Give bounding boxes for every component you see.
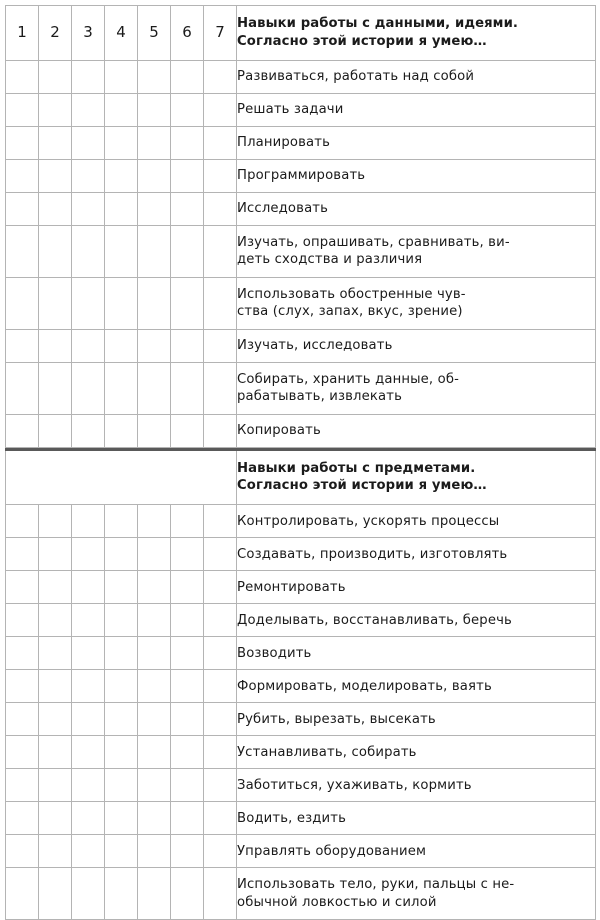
skill-statement-line-1: Устанавливать, собирать (237, 744, 417, 760)
rating-checkbox-cell-3[interactable] (72, 159, 105, 192)
rating-checkbox-cell-2[interactable] (39, 571, 72, 604)
skill-statement (237, 571, 596, 604)
skill-statement (237, 93, 596, 126)
rating-checkbox-cell-7[interactable] (204, 192, 237, 225)
rating-checkbox-cell-3[interactable] (72, 736, 105, 769)
section-2-header-row (6, 449, 596, 505)
rating-checkbox-cell-4[interactable] (105, 604, 138, 637)
rating-checkbox-cell-1[interactable] (6, 802, 39, 835)
skill-statement-line-2: рабатывать, извлекать (237, 389, 402, 405)
section-1-title-line-2: Согласно этой истории я умею… (237, 33, 487, 49)
skill-statement (237, 670, 596, 703)
rating-checkbox-cell-6[interactable] (171, 868, 204, 920)
table-row (6, 703, 596, 736)
rating-checkbox-cell-5[interactable] (138, 670, 171, 703)
table-row (6, 736, 596, 769)
table-row (6, 769, 596, 802)
rating-checkbox-cell-6[interactable] (171, 538, 204, 571)
rating-checkbox-cell-2[interactable] (39, 329, 72, 362)
skills-rating-table (5, 5, 596, 920)
rating-checkbox-cell-5[interactable] (138, 604, 171, 637)
rating-checkbox-cell-4[interactable] (105, 329, 138, 362)
skill-statement (237, 703, 596, 736)
skill-statement-line-1: Формировать, моделировать, ваять (237, 678, 492, 694)
rating-checkbox-cell-4[interactable] (105, 571, 138, 604)
rating-checkbox-cell-4[interactable] (105, 159, 138, 192)
rating-column-header-2[interactable]: 2 (39, 6, 72, 61)
rating-column-header-4[interactable]: 4 (105, 6, 138, 61)
rating-checkbox-cell-6[interactable] (171, 769, 204, 802)
rating-checkbox-cell-2[interactable] (39, 159, 72, 192)
rating-checkbox-cell-5[interactable] (138, 93, 171, 126)
table-row (6, 329, 596, 362)
skill-statement-line-2: деть сходства и различия (237, 252, 423, 268)
rating-checkbox-cell-2[interactable] (39, 126, 72, 159)
rating-checkbox-cell-3[interactable] (72, 571, 105, 604)
rating-checkbox-cell-5[interactable] (138, 769, 171, 802)
skill-statement-line-1: Планировать (237, 134, 331, 150)
rating-checkbox-cell-6[interactable] (171, 571, 204, 604)
rating-checkbox-cell-3[interactable] (72, 835, 105, 868)
rating-checkbox-cell-7[interactable] (204, 835, 237, 868)
rating-checkbox-cell-5[interactable] (138, 192, 171, 225)
rating-checkbox-cell-7[interactable] (204, 60, 237, 93)
rating-checkbox-cell-1[interactable] (6, 670, 39, 703)
rating-checkbox-cell-1[interactable] (6, 637, 39, 670)
table-row (6, 93, 596, 126)
rating-checkbox-cell-2[interactable] (39, 192, 72, 225)
rating-checkbox-cell-3[interactable] (72, 670, 105, 703)
skill-statement (237, 769, 596, 802)
rating-checkbox-cell-5[interactable] (138, 60, 171, 93)
rating-checkbox-cell-6[interactable] (171, 159, 204, 192)
rating-checkbox-cell-3[interactable] (72, 637, 105, 670)
rating-checkbox-cell-4[interactable] (105, 414, 138, 447)
rating-checkbox-cell-1[interactable] (6, 868, 39, 920)
rating-checkbox-cell-3[interactable] (72, 277, 105, 329)
rating-checkbox-cell-7[interactable] (204, 277, 237, 329)
skill-statement (237, 868, 596, 920)
rating-column-header-3[interactable]: 3 (72, 6, 105, 61)
rating-checkbox-cell-5[interactable] (138, 538, 171, 571)
skill-statement (237, 277, 596, 329)
rating-checkbox-cell-6[interactable] (171, 126, 204, 159)
rating-checkbox-cell-6[interactable] (171, 60, 204, 93)
rating-checkbox-cell-2[interactable] (39, 362, 72, 414)
table-row (6, 362, 596, 414)
skill-statement-line-1: Исследовать (237, 200, 329, 216)
rating-checkbox-cell-6[interactable] (171, 670, 204, 703)
skill-statement-line-1: Копировать (237, 422, 321, 438)
rating-checkbox-cell-1[interactable] (6, 159, 39, 192)
skill-statement (237, 225, 596, 277)
rating-checkbox-cell-1[interactable] (6, 736, 39, 769)
rating-checkbox-cell-7[interactable] (204, 604, 237, 637)
rating-checkbox-cell-4[interactable] (105, 835, 138, 868)
table-row (6, 225, 596, 277)
rating-checkbox-cell-1[interactable] (6, 505, 39, 538)
table-row (6, 60, 596, 93)
table-row (6, 277, 596, 329)
rating-checkbox-cell-5[interactable] (138, 159, 171, 192)
rating-checkbox-cell-1[interactable] (6, 538, 39, 571)
skill-statement-line-1: Рубить, вырезать, высекать (237, 711, 436, 727)
skill-statement-line-1: Создавать, производить, изготовлять (237, 546, 508, 562)
rating-checkbox-cell-1[interactable] (6, 769, 39, 802)
skill-statement (237, 505, 596, 538)
rating-checkbox-cell-3[interactable] (72, 802, 105, 835)
rating-checkbox-cell-5[interactable] (138, 329, 171, 362)
rating-checkbox-cell-3[interactable] (72, 868, 105, 920)
table-row (6, 835, 596, 868)
table-row (6, 414, 596, 447)
rating-checkbox-cell-4[interactable] (105, 703, 138, 736)
rating-checkbox-cell-5[interactable] (138, 802, 171, 835)
rating-checkbox-cell-2[interactable] (39, 868, 72, 920)
rating-checkbox-cell-7[interactable] (204, 736, 237, 769)
skill-statement (237, 538, 596, 571)
rating-checkbox-cell-2[interactable] (39, 225, 72, 277)
rating-checkbox-cell-3[interactable] (72, 93, 105, 126)
skill-statement-line-1: Заботиться, ухаживать, кормить (237, 777, 472, 793)
rating-checkbox-cell-6[interactable] (171, 277, 204, 329)
rating-checkbox-cell-4[interactable] (105, 126, 138, 159)
rating-checkbox-cell-2[interactable] (39, 277, 72, 329)
section-1-title (237, 6, 596, 61)
table-row (6, 192, 596, 225)
skill-statement (237, 60, 596, 93)
rating-checkbox-cell-3[interactable] (72, 192, 105, 225)
rating-checkbox-cell-3[interactable] (72, 538, 105, 571)
rating-checkbox-cell-3[interactable] (72, 703, 105, 736)
skill-statement-line-1: Доделывать, восстанавливать, беречь (237, 612, 512, 628)
rating-checkbox-cell-4[interactable] (105, 505, 138, 538)
skill-statement-line-2: обычной ловкостью и силой (237, 894, 437, 910)
skill-statement (237, 159, 596, 192)
rating-checkbox-cell-1[interactable] (6, 329, 39, 362)
rating-column-header-7[interactable]: 7 (204, 6, 237, 61)
rating-checkbox-cell-3[interactable] (72, 362, 105, 414)
rating-checkbox-cell-3[interactable] (72, 225, 105, 277)
skill-statement (237, 362, 596, 414)
rating-checkbox-cell-4[interactable] (105, 736, 138, 769)
rating-checkbox-cell-5[interactable] (138, 637, 171, 670)
section-2-title-line-1: Навыки работы с предметами. (237, 460, 476, 476)
rating-checkbox-cell-2[interactable] (39, 835, 72, 868)
rating-checkbox-cell-4[interactable] (105, 60, 138, 93)
skill-statement (237, 126, 596, 159)
rating-checkbox-cell-5[interactable] (138, 835, 171, 868)
rating-checkbox-cell-2[interactable] (39, 637, 72, 670)
rating-checkbox-cell-2[interactable] (39, 736, 72, 769)
rating-checkbox-cell-1[interactable] (6, 126, 39, 159)
skill-statement-line-1: Контролировать, ускорять процессы (237, 513, 500, 529)
rating-checkbox-cell-3[interactable] (72, 329, 105, 362)
rating-checkbox-cell-5[interactable] (138, 736, 171, 769)
rating-checkbox-cell-6[interactable] (171, 736, 204, 769)
rating-checkbox-cell-6[interactable] (171, 362, 204, 414)
rating-checkbox-cell-7[interactable] (204, 93, 237, 126)
rating-checkbox-cell-7[interactable] (204, 329, 237, 362)
skill-statement (237, 192, 596, 225)
rating-checkbox-cell-7[interactable] (204, 868, 237, 920)
section-2-rating-area (6, 449, 237, 505)
skill-statement-line-1: Управлять оборудованием (237, 843, 427, 859)
rating-checkbox-cell-4[interactable] (105, 225, 138, 277)
rating-checkbox-cell-6[interactable] (171, 637, 204, 670)
rating-checkbox-cell-5[interactable] (138, 571, 171, 604)
rating-checkbox-cell-1[interactable] (6, 571, 39, 604)
rating-checkbox-cell-3[interactable] (72, 414, 105, 447)
rating-checkbox-cell-2[interactable] (39, 93, 72, 126)
rating-checkbox-cell-7[interactable] (204, 769, 237, 802)
rating-checkbox-cell-4[interactable] (105, 802, 138, 835)
rating-checkbox-cell-7[interactable] (204, 538, 237, 571)
table-row (6, 126, 596, 159)
skill-statement-line-1: Собирать, хранить данные, об- (237, 371, 460, 387)
rating-checkbox-cell-2[interactable] (39, 703, 72, 736)
rating-checkbox-cell-2[interactable] (39, 414, 72, 447)
table-row (6, 802, 596, 835)
rating-checkbox-cell-7[interactable] (204, 159, 237, 192)
rating-checkbox-cell-3[interactable] (72, 769, 105, 802)
rating-checkbox-cell-4[interactable] (105, 769, 138, 802)
table-body (6, 6, 596, 920)
rating-checkbox-cell-5[interactable] (138, 868, 171, 920)
rating-checkbox-cell-7[interactable] (204, 703, 237, 736)
skill-statement-line-1: Водить, ездить (237, 810, 347, 826)
rating-checkbox-cell-3[interactable] (72, 604, 105, 637)
rating-checkbox-cell-2[interactable] (39, 769, 72, 802)
rating-checkbox-cell-7[interactable] (204, 225, 237, 277)
rating-checkbox-cell-1[interactable] (6, 277, 39, 329)
skill-statement-line-1: Решать задачи (237, 101, 344, 117)
table-row (6, 868, 596, 920)
table-row (6, 637, 596, 670)
section-1-title-line-1: Навыки работы с данными, идеями. (237, 16, 519, 31)
rating-checkbox-cell-7[interactable] (204, 571, 237, 604)
skill-statement (237, 637, 596, 670)
rating-column-header-5[interactable]: 5 (138, 6, 171, 61)
rating-checkbox-cell-1[interactable] (6, 60, 39, 93)
rating-checkbox-cell-2[interactable] (39, 538, 72, 571)
rating-checkbox-cell-7[interactable] (204, 670, 237, 703)
skill-statement-line-1: Развиваться, работать над собой (237, 68, 475, 84)
table-row (6, 670, 596, 703)
rating-checkbox-cell-6[interactable] (171, 604, 204, 637)
rating-checkbox-cell-5[interactable] (138, 362, 171, 414)
rating-checkbox-cell-6[interactable] (171, 225, 204, 277)
rating-checkbox-cell-3[interactable] (72, 60, 105, 93)
rating-checkbox-cell-4[interactable] (105, 538, 138, 571)
rating-checkbox-cell-5[interactable] (138, 414, 171, 447)
rating-checkbox-cell-4[interactable] (105, 192, 138, 225)
rating-checkbox-cell-3[interactable] (72, 126, 105, 159)
rating-checkbox-cell-6[interactable] (171, 835, 204, 868)
rating-checkbox-cell-7[interactable] (204, 802, 237, 835)
skill-statement (237, 802, 596, 835)
skill-statement-line-1: Ремонтировать (237, 579, 346, 595)
rating-checkbox-cell-5[interactable] (138, 225, 171, 277)
rating-checkbox-cell-5[interactable] (138, 505, 171, 538)
skill-statement-line-1: Программировать (237, 167, 366, 183)
skill-statement (237, 835, 596, 868)
rating-checkbox-cell-7[interactable] (204, 362, 237, 414)
skill-statement (237, 736, 596, 769)
table-row (6, 571, 596, 604)
rating-checkbox-cell-1[interactable] (6, 93, 39, 126)
skill-statement-line-1: Изучать, опрашивать, сравнивать, ви- (237, 234, 510, 250)
table-row (6, 505, 596, 538)
rating-checkbox-cell-2[interactable] (39, 802, 72, 835)
rating-checkbox-cell-1[interactable] (6, 225, 39, 277)
rating-checkbox-cell-1[interactable] (6, 604, 39, 637)
rating-checkbox-cell-6[interactable] (171, 414, 204, 447)
rating-checkbox-cell-4[interactable] (105, 670, 138, 703)
rating-checkbox-cell-6[interactable] (171, 329, 204, 362)
rating-checkbox-cell-6[interactable] (171, 93, 204, 126)
rating-checkbox-cell-6[interactable] (171, 802, 204, 835)
rating-checkbox-cell-2[interactable] (39, 604, 72, 637)
rating-checkbox-cell-1[interactable] (6, 414, 39, 447)
rating-checkbox-cell-1[interactable] (6, 362, 39, 414)
skill-statement-line-1: Возводить (237, 645, 312, 661)
rating-checkbox-cell-6[interactable] (171, 192, 204, 225)
rating-checkbox-cell-4[interactable] (105, 362, 138, 414)
rating-checkbox-cell-7[interactable] (204, 637, 237, 670)
skill-statement-line-2: ства (слух, запах, вкус, зрение) (237, 304, 463, 320)
rating-checkbox-cell-4[interactable] (105, 637, 138, 670)
rating-checkbox-cell-2[interactable] (39, 60, 72, 93)
rating-checkbox-cell-4[interactable] (105, 868, 138, 920)
rating-column-header-1[interactable]: 1 (6, 6, 39, 61)
table-row (6, 538, 596, 571)
rating-checkbox-cell-1[interactable] (6, 703, 39, 736)
rating-checkbox-cell-7[interactable] (204, 414, 237, 447)
rating-checkbox-cell-6[interactable] (171, 505, 204, 538)
skill-statement (237, 604, 596, 637)
rating-checkbox-cell-7[interactable] (204, 505, 237, 538)
skill-statement-line-1: Изучать, исследовать (237, 337, 393, 353)
rating-checkbox-cell-1[interactable] (6, 192, 39, 225)
rating-checkbox-cell-3[interactable] (72, 505, 105, 538)
rating-checkbox-cell-4[interactable] (105, 277, 138, 329)
skill-statement-line-1: Использовать обостренные чув- (237, 286, 466, 302)
rating-checkbox-cell-5[interactable] (138, 277, 171, 329)
section-2-title (237, 449, 596, 505)
rating-checkbox-cell-2[interactable] (39, 670, 72, 703)
table-row (6, 159, 596, 192)
rating-checkbox-cell-5[interactable] (138, 703, 171, 736)
skill-statement (237, 329, 596, 362)
rating-checkbox-cell-1[interactable] (6, 835, 39, 868)
rating-checkbox-cell-4[interactable] (105, 93, 138, 126)
section-2-title-line-2: Согласно этой истории я умею… (237, 478, 487, 494)
table-row (6, 604, 596, 637)
skill-statement-line-1: Использовать тело, руки, пальцы с не- (237, 877, 515, 893)
section-1-header-row (6, 6, 596, 61)
rating-column-header-6[interactable]: 6 (171, 6, 204, 61)
rating-checkbox-cell-6[interactable] (171, 703, 204, 736)
skill-statement (237, 414, 596, 447)
rating-checkbox-cell-5[interactable] (138, 126, 171, 159)
rating-checkbox-cell-2[interactable] (39, 505, 72, 538)
rating-checkbox-cell-7[interactable] (204, 126, 237, 159)
